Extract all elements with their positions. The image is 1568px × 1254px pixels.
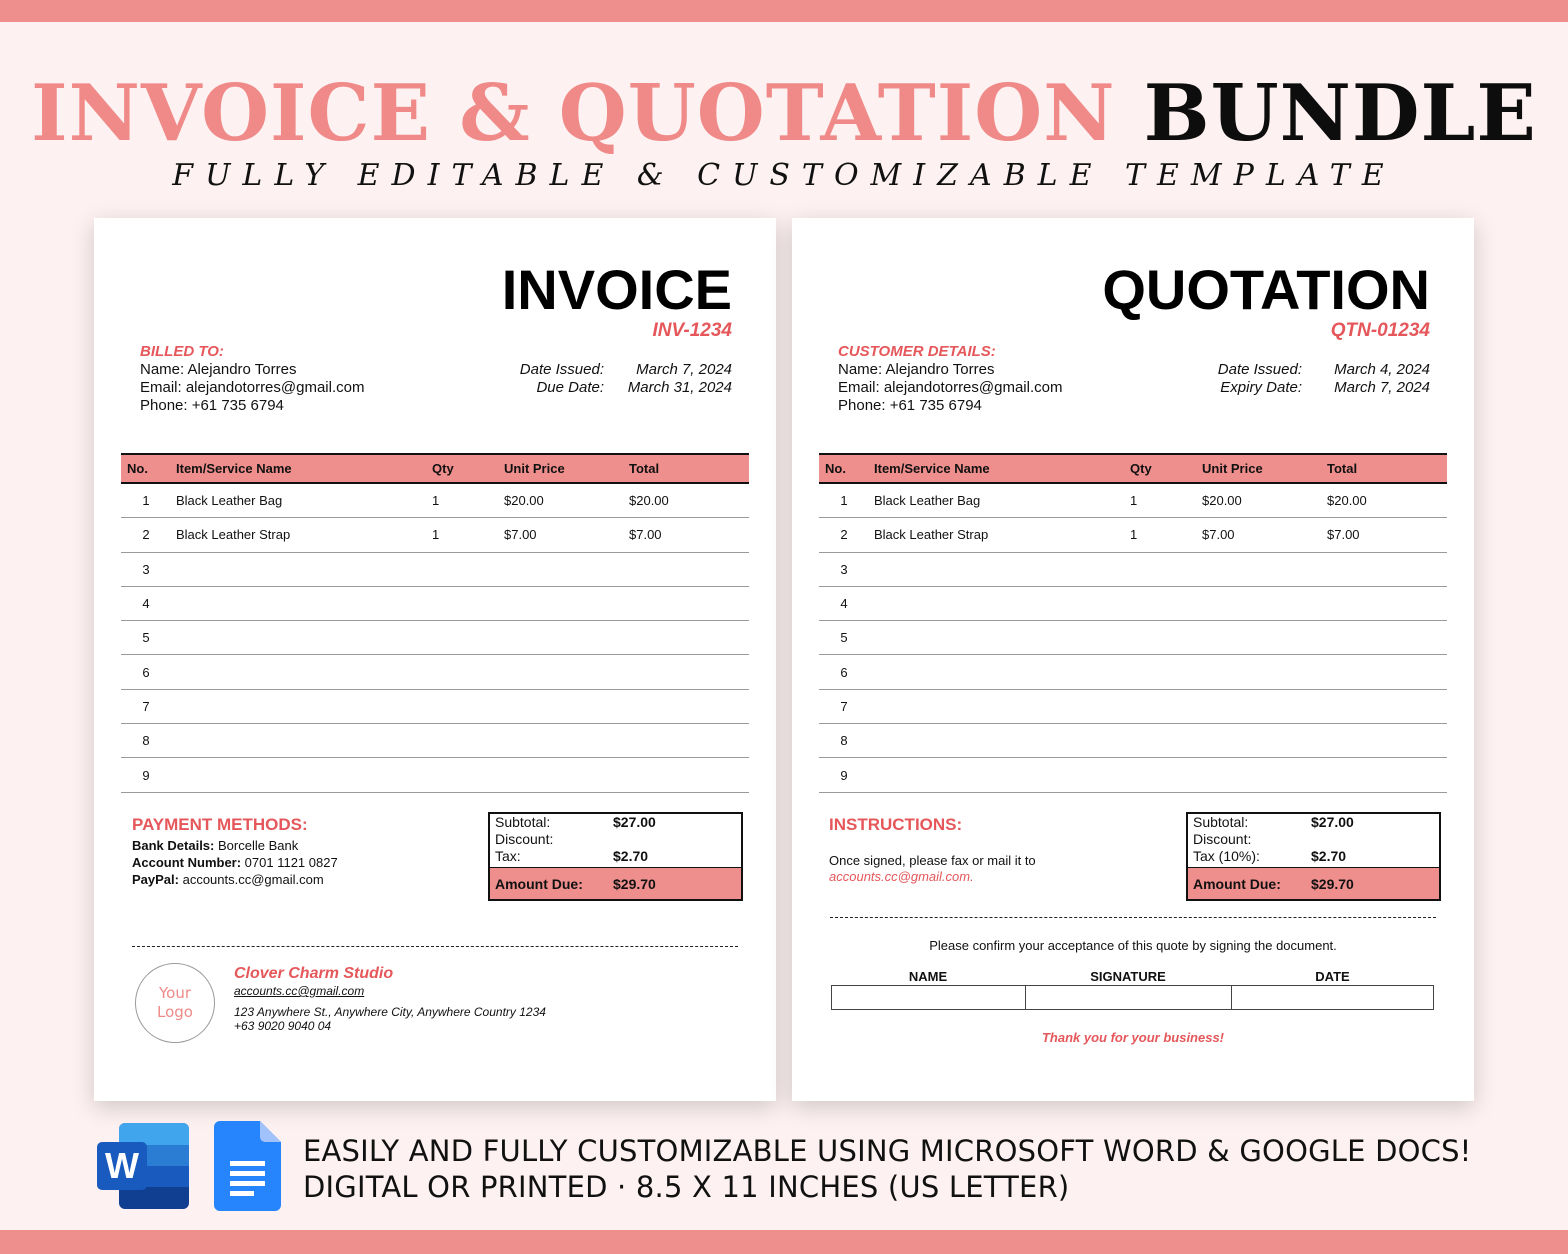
cell-no: 5 <box>840 630 848 646</box>
cell-item: Black Leather Strap <box>176 527 291 543</box>
dashed-divider <box>830 917 1436 918</box>
invoice-totals-box <box>488 812 743 901</box>
table-row <box>121 518 749 552</box>
amount-due-label: Amount Due: <box>1193 875 1281 892</box>
cell-no: 9 <box>142 767 150 783</box>
bank-label: Bank Details: <box>132 838 215 853</box>
date-issued-label: Date Issued: <box>519 361 604 378</box>
billed-to-block <box>140 343 364 415</box>
tax-label: Tax (10%): <box>1193 848 1260 864</box>
cell-no: 1 <box>840 493 848 509</box>
top-accent-band <box>0 0 1568 22</box>
instructions-text: Once signed, please fax or mail it to <box>829 853 1036 868</box>
cell-no: 5 <box>142 630 150 646</box>
col-qty: Qty <box>432 461 454 476</box>
cell-unit-price: $7.00 <box>1202 527 1235 543</box>
cell-unit-price: $20.00 <box>1202 493 1242 509</box>
table-row <box>121 587 749 621</box>
expiry-date-label: Expiry Date: <box>1220 379 1302 396</box>
table-row <box>121 758 749 792</box>
customer-name: Name: Alejandro Torres <box>140 361 297 378</box>
signature-table <box>831 985 1434 1010</box>
customer-phone: Phone: +61 735 6794 <box>838 397 982 414</box>
cell-no: 7 <box>142 698 150 714</box>
quotation-dates <box>1206 361 1430 397</box>
col-no: No. <box>127 461 148 476</box>
expiry-date-value: March 7, 2024 <box>1334 379 1430 396</box>
svg-text:W: W <box>105 1145 139 1186</box>
amount-due-value: $29.70 <box>1311 875 1354 892</box>
cell-total: $20.00 <box>1327 493 1367 509</box>
account-label: Account Number: <box>132 855 242 870</box>
quotation-totals-box <box>1186 812 1441 901</box>
cell-no: 3 <box>840 561 848 577</box>
table-row <box>121 553 749 587</box>
footer-line-2: DIGITAL OR PRINTED · 8.5 X 11 INCHES (US LETTER) <box>303 1170 1070 1204</box>
customer-details-label: CUSTOMER DETAILS: <box>838 343 996 360</box>
sig-date-label: DATE <box>1315 969 1350 984</box>
table-row <box>819 621 1447 655</box>
signature-field[interactable] <box>1026 986 1232 1009</box>
cell-qty: 1 <box>1130 527 1138 543</box>
customer-email: Email: alejandotorres@gmail.com <box>838 379 1063 396</box>
cell-no: 1 <box>142 493 150 509</box>
tax-value: $2.70 <box>1311 848 1347 864</box>
cell-unit-price: $20.00 <box>504 493 544 509</box>
table-row <box>819 553 1447 587</box>
quotation-page <box>792 218 1474 1101</box>
col-total: Total <box>1327 461 1358 476</box>
discount-label: Discount: <box>1193 831 1252 847</box>
col-unit-price: Unit Price <box>1202 461 1263 476</box>
cell-item: Black Leather Bag <box>874 493 981 509</box>
thank-you-note: Thank you for your business! <box>1041 1030 1225 1045</box>
cell-no: 4 <box>142 596 150 612</box>
subtotal-value: $27.00 <box>1311 814 1354 830</box>
microsoft-word-icon <box>97 1123 189 1209</box>
table-row <box>819 758 1447 792</box>
subtotal-label: Subtotal: <box>495 814 551 830</box>
subtotal-value: $27.00 <box>613 814 656 830</box>
table-row <box>121 484 749 518</box>
table-row <box>121 724 749 758</box>
cell-total: $7.00 <box>629 527 662 543</box>
table-header <box>121 453 749 484</box>
customer-name: Name: Alejandro Torres <box>838 361 995 378</box>
confirm-text: Please confirm your acceptance of this quote by signing the document. <box>929 938 1337 953</box>
table-row <box>121 690 749 724</box>
billed-to-label: BILLED TO: <box>140 343 224 360</box>
instructions-email: accounts.cc@gmail.com. <box>829 869 974 884</box>
cell-unit-price: $7.00 <box>504 527 537 543</box>
cell-no: 8 <box>142 733 150 749</box>
cell-no: 8 <box>840 733 848 749</box>
cell-no: 6 <box>142 664 150 680</box>
cell-no: 3 <box>142 561 150 577</box>
dashed-divider <box>132 946 738 947</box>
amount-due-value: $29.70 <box>613 875 656 892</box>
headline <box>0 66 1568 162</box>
amount-due-row <box>1188 867 1439 899</box>
invoice-page <box>94 218 776 1101</box>
invoice-items-table <box>121 453 749 793</box>
table-row <box>819 518 1447 552</box>
bank-value: Borcelle Bank <box>214 838 299 853</box>
studio-phone: +63 9020 9040 04 <box>234 1019 332 1033</box>
cell-no: 6 <box>840 664 848 680</box>
cell-qty: 1 <box>432 493 440 509</box>
table-row <box>819 690 1447 724</box>
headline-part1: INVOICE & QUOTATION <box>31 68 1116 159</box>
cell-item: Black Leather Bag <box>176 493 283 509</box>
date-issued-label: Date Issued: <box>1217 361 1302 378</box>
date-field[interactable] <box>1232 986 1433 1009</box>
table-row <box>121 655 749 689</box>
quotation-title: QUOTATION <box>1102 258 1430 321</box>
studio-email: accounts.cc@gmail.com <box>234 984 365 998</box>
cell-no: 4 <box>840 596 848 612</box>
invoice-dates <box>508 361 732 397</box>
bottom-accent-band <box>0 1230 1568 1254</box>
due-date-label: Due Date: <box>536 379 604 396</box>
quotation-number: QTN-01234 <box>1330 320 1430 341</box>
tax-value: $2.70 <box>613 848 649 864</box>
logo-text-2: Logo <box>157 1003 193 1021</box>
signature-headers <box>831 969 1434 984</box>
sig-signature-label: SIGNATURE <box>1090 969 1166 984</box>
table-header <box>819 453 1447 484</box>
cell-qty: 1 <box>1130 493 1138 509</box>
name-field[interactable] <box>832 986 1026 1009</box>
cell-qty: 1 <box>432 527 440 543</box>
payment-title: PAYMENT METHODS: <box>132 815 308 834</box>
subtotal-label: Subtotal: <box>1193 814 1249 830</box>
customer-details-block <box>838 343 1062 415</box>
col-unit-price: Unit Price <box>504 461 565 476</box>
cell-no: 9 <box>840 767 848 783</box>
sig-name-label: NAME <box>908 969 948 984</box>
quotation-items-table <box>819 453 1447 793</box>
customer-email: Email: alejandotorres@gmail.com <box>140 379 365 396</box>
headline-part2: BUNDLE <box>1143 68 1537 159</box>
cell-no: 2 <box>142 527 150 543</box>
payment-methods <box>132 815 338 888</box>
col-total: Total <box>629 461 660 476</box>
col-no: No. <box>825 461 846 476</box>
account-value: 0701 1121 0827 <box>241 855 338 870</box>
table-row <box>819 655 1447 689</box>
footer-line-1: EASILY AND FULLY CUSTOMIZABLE USING MICROSOFT WORD & GOOGLE DOCS! <box>303 1134 1472 1168</box>
subheadline: FULLY EDITABLE & CUSTOMIZABLE TEMPLATE <box>172 158 1396 193</box>
discount-label: Discount: <box>495 831 554 847</box>
instructions-title: INSTRUCTIONS: <box>829 815 963 834</box>
cell-item: Black Leather Strap <box>874 527 989 543</box>
col-item: Item/Service Name <box>176 461 292 476</box>
studio-name: Clover Charm Studio <box>234 965 394 982</box>
invoice-number: INV-1234 <box>652 320 732 341</box>
logo-text-1: Your <box>158 984 191 1002</box>
cell-no: 7 <box>840 698 848 714</box>
logo-placeholder <box>135 963 215 1043</box>
col-item: Item/Service Name <box>874 461 990 476</box>
instructions <box>829 815 1036 885</box>
cell-no: 2 <box>840 527 848 543</box>
amount-due-label: Amount Due: <box>495 875 583 892</box>
col-qty: Qty <box>1130 461 1152 476</box>
paypal-value: accounts.cc@gmail.com <box>178 872 324 887</box>
google-docs-icon <box>214 1121 281 1211</box>
amount-due-row <box>490 867 741 899</box>
studio-info <box>234 964 546 1033</box>
date-issued-value: March 7, 2024 <box>636 361 732 378</box>
table-row <box>819 724 1447 758</box>
table-row <box>819 484 1447 518</box>
table-row <box>121 621 749 655</box>
due-date-value: March 31, 2024 <box>627 379 732 396</box>
tax-label: Tax: <box>495 848 521 864</box>
cell-total: $7.00 <box>1327 527 1360 543</box>
footer-text <box>303 1133 1472 1205</box>
cell-total: $20.00 <box>629 493 669 509</box>
paypal-label: PayPal: <box>132 872 179 887</box>
invoice-title: INVOICE <box>501 258 732 321</box>
customer-phone: Phone: +61 735 6794 <box>140 397 284 414</box>
studio-address: 123 Anywhere St., Anywhere City, Anywhere Country 1234 <box>234 1005 546 1019</box>
date-issued-value: March 4, 2024 <box>1334 361 1430 378</box>
table-row <box>819 587 1447 621</box>
